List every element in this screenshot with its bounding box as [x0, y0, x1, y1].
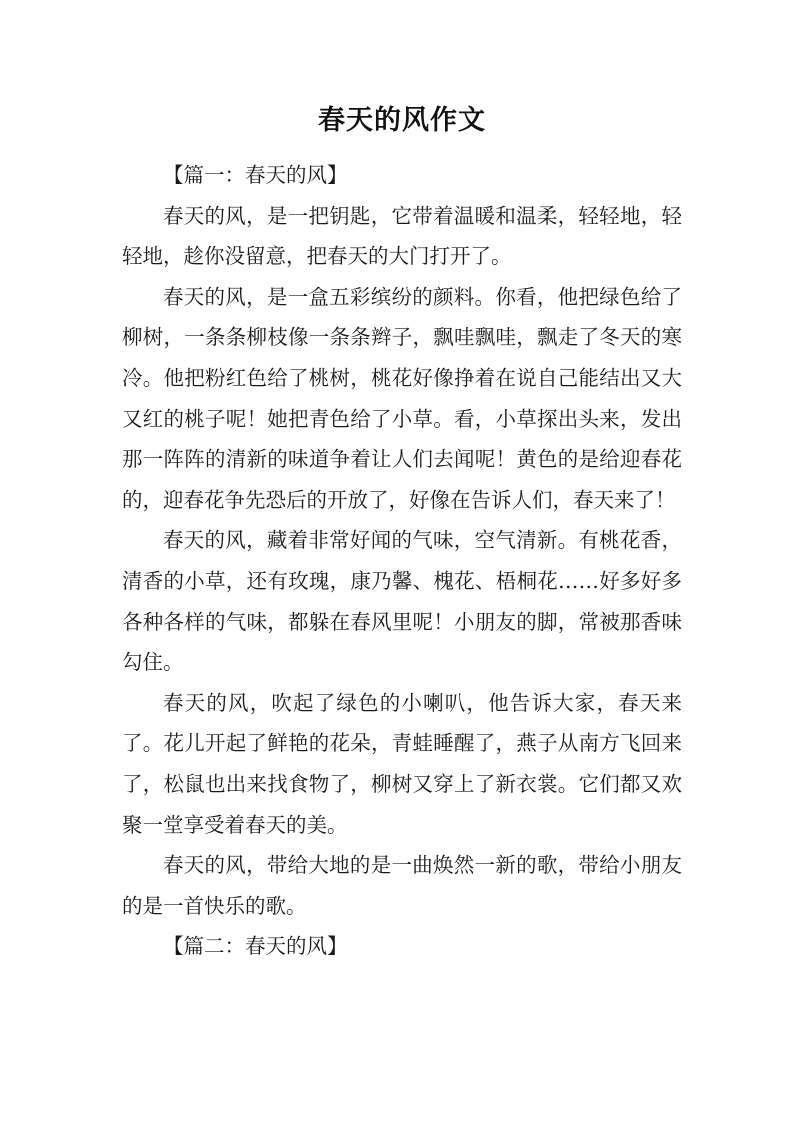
section-heading-2: 【篇二：春天的风】 — [163, 934, 348, 959]
paragraph-2: 春天的风，是一盒五彩缤纷的颜料。你看，他把绿色给了柳树，一条条柳枝像一条条辫子，飘哇飘哇，飘走了冬天的寒冷。他把粉红色给了桃树，桃花好像挣着在说自己能结出又大又红的桃子呢！她把青色给了小草。看，小草探出头来，发出那一阵阵的清新的味道争着让人们去闻呢！黄色的是给迎春花的，迎春花争先恐后的开放了，好像在告诉人们，春天来了！ — [122, 284, 682, 512]
paragraph-5: 春天的风，带给大地的是一曲焕然一新的歌，带给小朋友的是一首快乐的歌。 — [122, 853, 682, 918]
document-page — [122, 0, 682, 967]
page-title: 春天的风作文 — [318, 105, 486, 136]
section-heading-1: 【篇一：春天的风】 — [163, 163, 348, 187]
essay-body — [122, 155, 682, 967]
paragraph-1: 春天的风，是一把钥匙，它带着温暖和温柔，轻轻地，轻轻地，趁你没留意，把春天的大门打开了。 — [122, 203, 682, 269]
paragraph-4: 春天的风，吹起了绿色的小喇叭，他告诉大家，春天来了。花儿开起了鲜艳的花朵，青蛙睡醒了，燕子从南方飞回来了，松鼠也出来找食物了，柳树又穿上了新衣裳。它们都又欢聚一堂享受着春天的美。 — [122, 690, 682, 837]
paragraph-3: 春天的风，藏着非常好闻的气味，空气清新。有桃花香，清香的小草，还有玫瑰，康乃馨、槐花、梧桐花……好多好多各种各样的气味，都躲在春风里呢！小朋友的脚，常被那香味勾住。 — [122, 528, 682, 675]
